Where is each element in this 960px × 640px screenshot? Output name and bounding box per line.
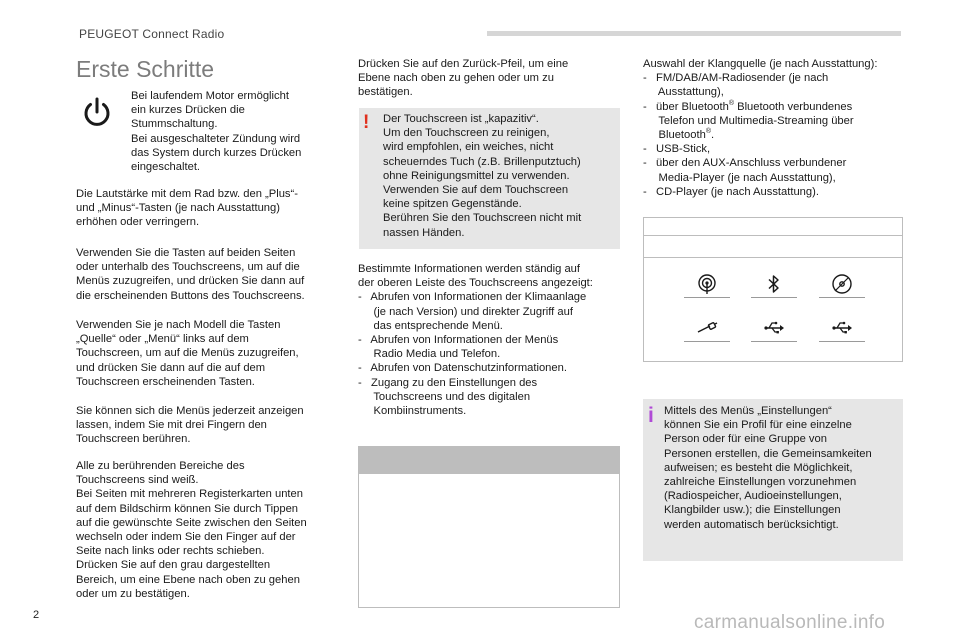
page-title: Erste Schritte — [76, 56, 215, 82]
source-usb-button-2[interactable] — [819, 314, 865, 342]
source-radio-button[interactable] — [684, 270, 730, 298]
source-usb-button-1[interactable] — [751, 314, 797, 342]
warning-text: Der Touchscreen ist „kapazitiv“. Um den Touchscreen zu reinigen, wird empfohlen, ein weiches, nicht scheuerndes Tuch (z.B. Brillenputztuch) ohne Reinigungsmittel zu verwenden. Verwenden Sie auf dem Touchscreen keine spitzen Gegenstände. Berühren Sie den Touchscreen nicht mit nassen Händen. — [383, 113, 582, 239]
power-button-text: Bei laufendem Motor ermöglicht ein kurzes Drücken die Stummschaltung. Bei ausgeschalteter Zündung wird das System durch kurzes Drücken eingeschaltet. — [131, 90, 302, 174]
source-menu-paragraph: Verwenden Sie je nach Modell die Tasten „Quelle“ oder „Menü“ links auf dem Touchscreen, um auf die Menüs zuzugreifen, und drücken Sie dann auf die auf dem Touchscreen erscheinenden Tasten. — [76, 319, 299, 388]
status-bar — [644, 218, 902, 236]
info-text: Mittels des Menüs „Einstellungen“ können Sie ein Profil für eine einzelne Person oder für eine Gruppe von Personen erstellen, die Gemeinsamkeiten aufweisen; es besteht die Möglichkeit, zahlreiche Einstellungen vorzunehmen (Radiospeicher, Audioeinstellungen, Klangbilder usw.); die Einstellungen werden automatisch berücksichtigt. — [664, 405, 872, 531]
usb-icon — [763, 317, 785, 339]
three-finger-paragraph: Sie können sich die Menüs jederzeit anzeigen lassen, indem Sie mit drei Fingern den Touchscreen berühren. — [76, 405, 304, 446]
warning-icon: ! — [363, 112, 370, 133]
source-cd-button[interactable] — [819, 270, 865, 298]
power-icon — [79, 95, 115, 131]
source-bluetooth-button[interactable] — [751, 270, 797, 298]
top-bar-info-paragraph: Bestimmte Informationen werden ständig auf der oberen Leiste des Touchscreens angezeigt: - Abrufen von Informationen der Klimaanlage (je nach Version) und direkter Zugriff auf das entsprechende Menü. - Abrufen von Informationen der Menüs Radio Media und Telefon. - Abrufen von Datenschutzinformationen. - Zugang zu den Einstellungen des Touchscreens und des digitalen Kombiinstruments. — [358, 263, 593, 418]
radio-icon — [696, 273, 718, 295]
source-selection-screen — [643, 217, 903, 362]
page-number: 2 — [33, 609, 40, 621]
grey-title-bar — [359, 447, 619, 474]
title-bar — [644, 236, 902, 258]
header-rule — [487, 31, 901, 36]
header-title: PEUGEOT Connect Radio — [79, 27, 225, 41]
screen-illustration-panel — [358, 446, 620, 608]
cd-icon — [831, 273, 853, 295]
info-icon: i — [648, 404, 654, 427]
touch-areas-paragraph: Alle zu berührenden Bereiche des Touchscreens sind weiß. Bei Seiten mit mehreren Registerkarten unten auf dem Bildschirm können Sie durch Tippen auf die gewünschte Seite zwischen den Seiten wechseln oder indem Sie den Finger auf der Seite nach links oder rechts schieben. Drücken Sie auf den grau dargestellten Bereich, um eine Ebene nach oben zu gehen oder um zu bestätigen. — [76, 460, 307, 600]
audio-source-paragraph: Auswahl der Klangquelle (je nach Ausstattung): - FM/DAB/AM-Radiosender (je nach Ausstattung), - über Bluetooth® Bluetooth verbundenes Telefon und Multimedia-Streaming über Bluetooth®. - USB-Stick, - über den AUX-Anschluss verbundener Media-Player (je nach Ausstattung), - CD-Player (je nach Ausstattung). — [643, 58, 878, 198]
back-arrow-paragraph: Drücken Sie auf den Zurück-Pfeil, um eine Ebene nach oben zu gehen oder um zu bestätigen. — [358, 58, 569, 99]
volume-paragraph: Die Lautstärke mit dem Rad bzw. den „Plus“- und „Minus“-Tasten (je nach Ausstattung) erhöhen oder verringern. — [76, 188, 298, 229]
watermark: carmanualsonline.info — [694, 612, 886, 633]
menu-buttons-paragraph: Verwenden Sie die Tasten auf beiden Seiten oder unterhalb des Touchscreens, um auf die Menüs zuzugreifen, und drücken Sie dann auf die erscheinenden Buttons des Touchscreens. — [76, 247, 305, 302]
aux-icon — [696, 317, 718, 339]
usb-icon — [831, 317, 853, 339]
bluetooth-icon — [763, 273, 785, 295]
source-aux-button[interactable] — [684, 314, 730, 342]
